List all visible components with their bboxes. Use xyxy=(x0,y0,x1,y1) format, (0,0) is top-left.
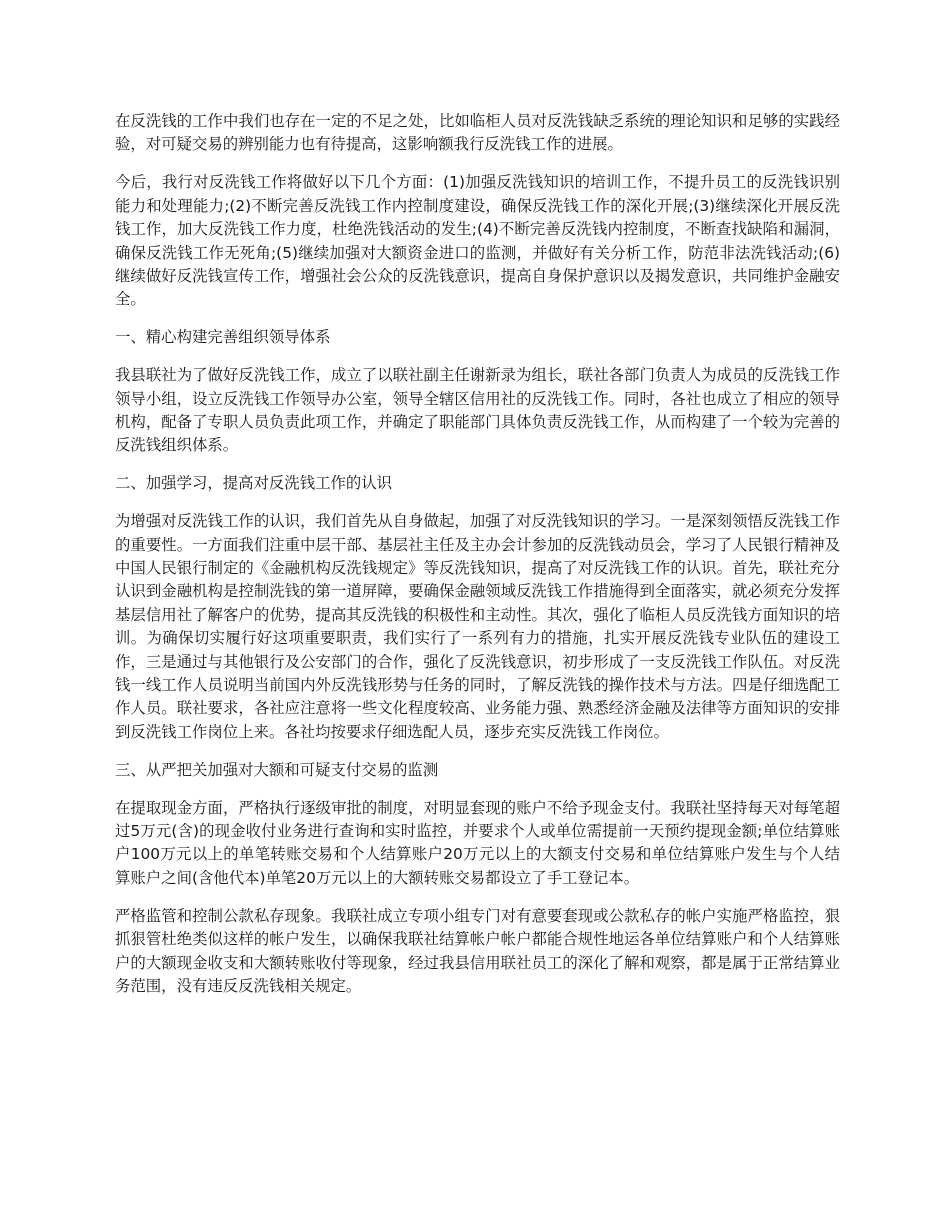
paragraph-public-funds: 严格监管和控制公款私存现象。我联社成立专项小组专门对有意要套现或公款私存的帐户实施严格监控，狠抓狠管杜绝类似这样的帐户发生，以确保我联社结算帐户帐户都能合规性地运各单位结算账户和个人结算账户的大额现金收支和大额转账收付等现象，经过我县信用联社员工的深化了解和观察，都是属于正常结算业务范围，没有违反反洗钱相关规定。 xyxy=(115,906,840,995)
paragraph-organization: 我县联社为了做好反洗钱工作，成立了以联社副主任谢新录为组长，联社各部门负责人为成员的反洗钱工作领导小组，设立反洗钱工作领导办公室，领导全辖区信用社的反洗钱工作。同时，各社也成立了相应的领导机构，配备了专职人员负责此项工作，并确定了职能部门具体负责反洗钱工作，从而构建了一个较为完善的反洗钱组织体系。 xyxy=(115,366,840,455)
paragraph-cash-withdrawal: 在提取现金方面，严格执行逐级审批的制度，对明显套现的账户不给予现金支付。我联社坚持每天对每笔超过5万元(含)的现金收付业务进行查询和实时监控，并要求个人或单位需提前一天预约提现金额;单位结算账户100万元以上的单笔转账交易和个人结算账户20万元以上的大额支付交易和单位结算账户发生与个人结算账户之间(含他代本)单笔20万元以上的大额转账交易都设立了手工登记本。 xyxy=(115,798,840,887)
paragraph-future-plans: 今后，我行对反洗钱工作将做好以下几个方面：(1)加强反洗钱知识的培训工作，不提升员工的反洗钱识别能力和处理能力;(2)不断完善反洗钱工作内控制度建设，确保反洗钱工作的深化开展;(3)继续深化开展反洗钱工作，加大反洗钱工作力度，杜绝洗钱活动的发生;(4)不断完善反洗钱内控制度，不断查找缺陷和漏洞，确保反洗钱工作无死角;(5)继续加强对大额资金进口的监测，并做好有关分析工作，防范非法洗钱活动;(6)继续做好反洗钱宣传工作，增强社会公众的反洗钱意识，提高自身保护意识以及揭发意识，共同维护金融安全。 xyxy=(115,173,840,309)
paragraph-learning: 为增强对反洗钱工作的认识，我们首先从自身做起，加强了对反洗钱知识的学习。一是深刻领悟反洗钱工作的重要性。一方面我们注重中层干部、基层社主任及主办会计参加的反洗钱动员会，学习了人民银行精神及中国人民银行制定的《金融机构反洗钱规定》等反洗钱知识，提高了对反洗钱工作的认识。首先，联社充分认识到金融机构是控制洗钱的第一道屏障，要确保金融领域反洗钱工作措施得到全面落实，就必须充分发挥基层信用社了解客户的优势，提高其反洗钱的积极性和主动性。其次，强化了临柜人员反洗钱方面知识的培训。为确保切实履行好这项重要职责，我们实行了一系列有力的措施，扎实开展反洗钱专业队伍的建设工作，三是通过与其他银行及公安部门的合作，强化了反洗钱意识，初步形成了一支反洗钱工作队伍。对反洗钱一线工作人员说明当前国内外反洗钱形势与任务的同时，了解反洗钱的操作技术与方法。四是仔细选配工作人员。联社要求，各社应注意将一些文化程度较高、业务能力强、熟悉经济金融及法律等方面知识的安排到反洗钱工作岗位上来。各社均按要求仔细选配人员，逐步充实反洗钱工作岗位。 xyxy=(115,512,840,741)
paragraph-shortcomings: 在反洗钱的工作中我们也存在一定的不足之处，比如临柜人员对反洗钱缺乏系统的理论知识和足够的实践经验，对可疑交易的辨别能力也有待提高，这影响额我行反洗钱工作的进展。 xyxy=(115,112,840,154)
document-body xyxy=(115,110,840,1013)
section-heading-3: 三、从严把关加强对大额和可疑支付交易的监测 xyxy=(115,760,439,779)
section-heading-1: 一、精心构建完善组织领导体系 xyxy=(115,328,331,347)
section-heading-2: 二、加强学习，提高对反洗钱工作的认识 xyxy=(115,474,393,493)
